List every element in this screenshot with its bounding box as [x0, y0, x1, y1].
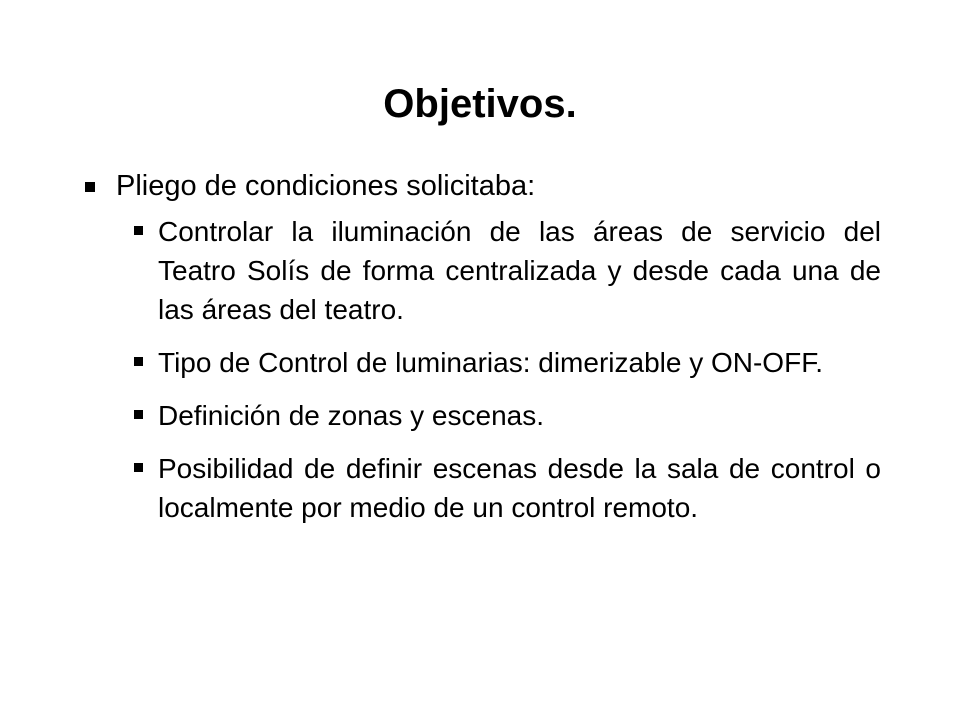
sub-bullet-text: Controlar la iluminación de las áreas de servicio del Teatro Solís de forma centralizada y desde cada una de las áreas del teatro. — [158, 216, 881, 325]
square-bullet-icon — [134, 357, 143, 366]
slide-title: Objetivos. — [383, 82, 577, 126]
square-bullet-icon — [134, 463, 143, 472]
sub-bullet-item — [134, 343, 881, 382]
sub-bullet-text: Posibilidad de definir escenas desde la sala de control o localmente por medio de un control remoto. — [158, 453, 881, 523]
square-bullet-icon — [134, 410, 143, 419]
bullet-item — [85, 166, 881, 206]
bullet-text: Pliego de condiciones solicitaba: — [116, 170, 536, 202]
bullet-list — [85, 166, 881, 527]
sub-bullet-item — [134, 212, 881, 329]
sub-bullet-text: Tipo de Control de luminarias: dimerizable y ON-OFF. — [158, 347, 823, 378]
square-bullet-icon — [85, 182, 95, 192]
sub-bullet-item — [134, 449, 881, 527]
square-bullet-icon — [134, 226, 143, 235]
sub-bullet-text: Definición de zonas y escenas. — [158, 400, 544, 431]
sub-bullet-item — [134, 396, 881, 435]
